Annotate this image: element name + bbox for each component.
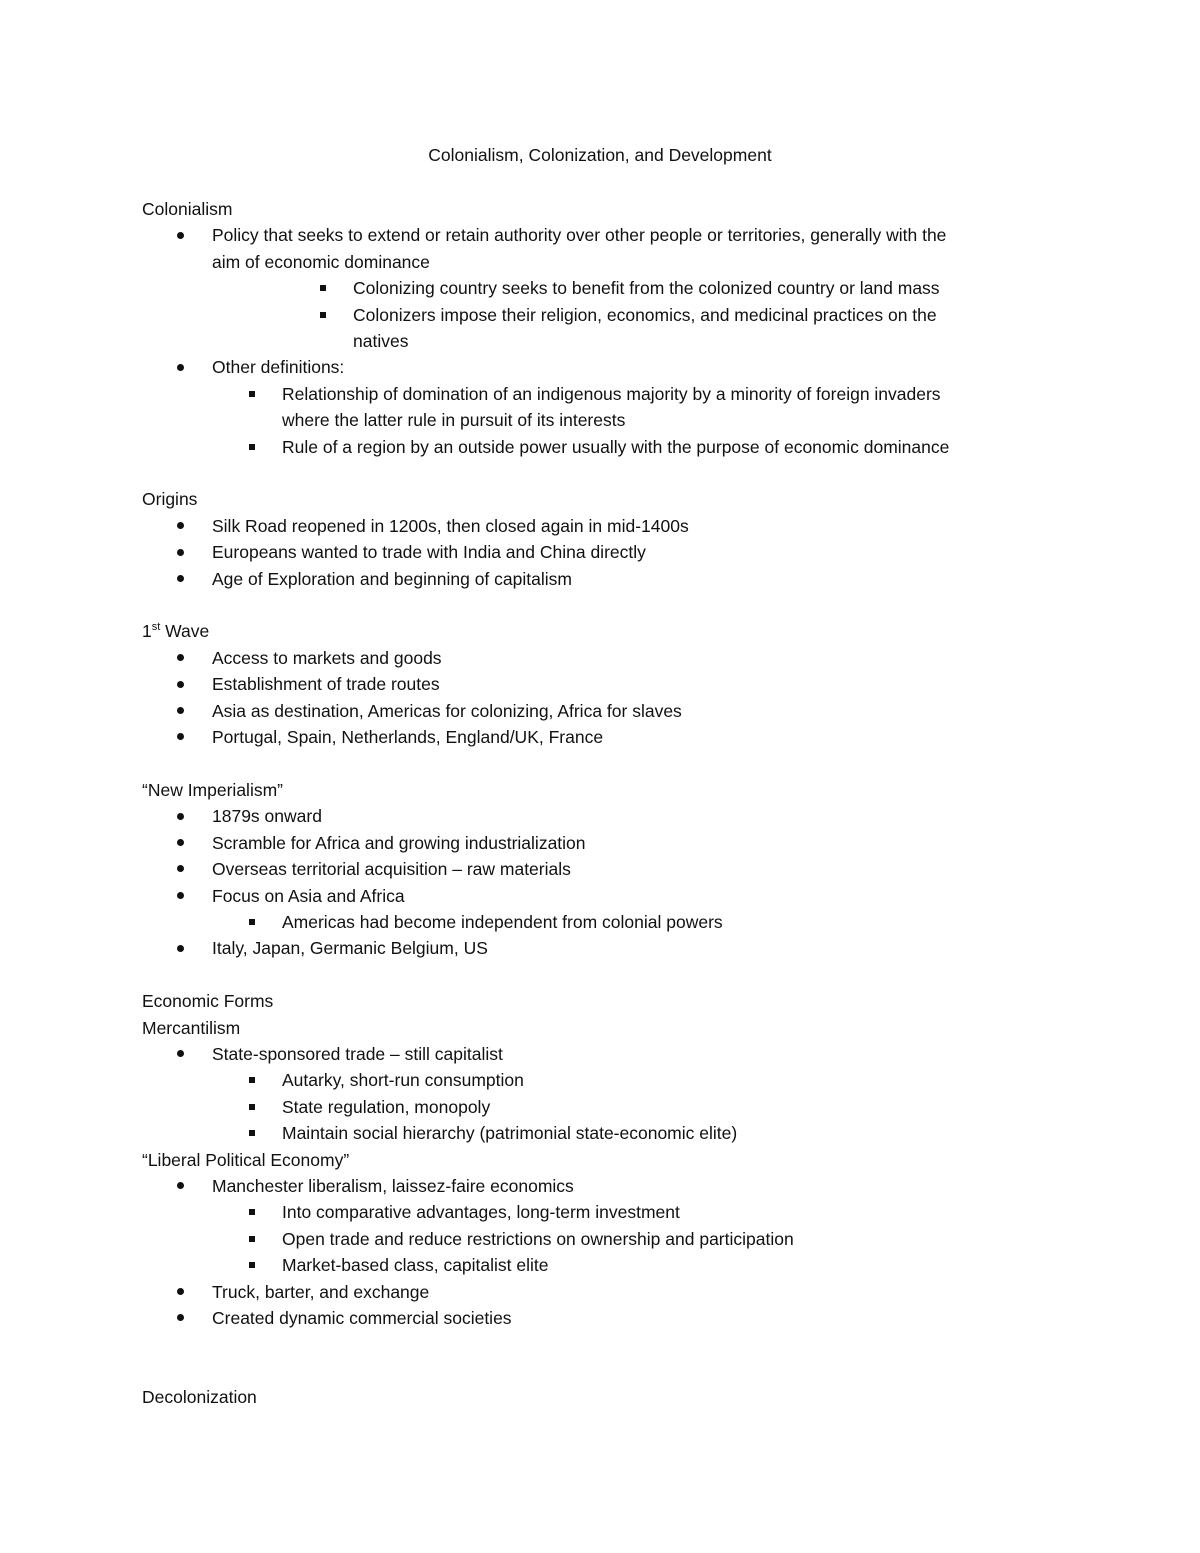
list-item-text: Silk Road reopened in 1200s, then closed again in mid-1400s <box>212 515 689 536</box>
list-item-text: Americas had become independent from colonial powers <box>282 911 723 932</box>
document-body <box>142 196 1092 1411</box>
bullet-dot-icon <box>174 671 186 697</box>
list-item-text: Focus on Asia and Africa <box>212 885 405 906</box>
list-item <box>142 698 1092 724</box>
list-item <box>142 222 1092 275</box>
bullet-dot-icon <box>174 1279 186 1305</box>
bullet-square-icon <box>246 1120 258 1146</box>
sub-list-item <box>142 909 1092 935</box>
list-item <box>142 539 1092 565</box>
list-item-text: Scramble for Africa and growing industrialization <box>212 832 586 853</box>
section-heading-first-wave: 1st Wave <box>142 621 210 642</box>
list-item-text: Autarky, short-run consumption <box>282 1070 524 1091</box>
sub-list-item <box>142 1067 1092 1093</box>
list-item-text: Portugal, Spain, Netherlands, England/UK, France <box>212 727 604 748</box>
list-item-text: Truck, barter, and exchange <box>212 1281 430 1302</box>
bullet-dot-icon <box>174 856 186 882</box>
bullet-square-icon <box>246 1226 258 1252</box>
list-item-text: Access to markets and goods <box>212 647 442 668</box>
section-heading-colonialism: Colonialism <box>142 199 233 219</box>
sub-list-item <box>142 302 1092 355</box>
bullet-dot-icon <box>174 645 186 671</box>
list-item <box>142 354 1092 380</box>
list-item <box>142 803 1092 829</box>
list-item-text: Establishment of trade routes <box>212 674 440 695</box>
bullet-square-icon <box>317 275 329 301</box>
list-item <box>142 566 1092 592</box>
list-item <box>142 856 1092 882</box>
bullet-square-icon <box>246 381 258 407</box>
bullet-square-icon <box>246 434 258 460</box>
list-item-text: Rule of a region by an outside power usually with the purpose of economic dominance <box>282 436 950 457</box>
bullet-square-icon <box>246 1252 258 1278</box>
list-item <box>142 1305 1092 1331</box>
bullet-dot-icon <box>174 513 186 539</box>
list-item-text: 1879s onward <box>212 806 322 827</box>
list-item-text: Created dynamic commercial societies <box>212 1308 512 1328</box>
bullet-dot-icon <box>174 803 186 829</box>
list-item <box>142 935 1092 961</box>
bullet-dot-icon <box>174 698 186 724</box>
list-item-text: Market-based class, capitalist elite <box>282 1255 549 1276</box>
section-heading-decolonization: Decolonization <box>142 1387 257 1408</box>
sub-list-item <box>142 1199 1092 1225</box>
list-item <box>142 671 1092 697</box>
subheading-liberal-political-economy: “Liberal Political Economy” <box>142 1149 350 1170</box>
list-item-text: Other definitions: <box>212 357 345 378</box>
bullet-dot-icon <box>174 354 186 380</box>
bullet-dot-icon <box>174 222 186 248</box>
list-item-text: Maintain social hierarchy (patrimonial state-economic elite) <box>282 1123 738 1144</box>
bullet-square-icon <box>246 1199 258 1225</box>
list-item-text: Europeans wanted to trade with India and China directly <box>212 542 646 563</box>
list-item-text-continued: where the latter rule in pursuit of its interests <box>282 410 626 431</box>
bullet-dot-icon <box>174 724 186 750</box>
bullet-square-icon <box>246 1094 258 1120</box>
bullet-dot-icon <box>174 566 186 592</box>
list-item <box>142 1041 1092 1067</box>
list-item <box>142 645 1092 671</box>
document-title: Colonialism, Colonization, and Development <box>428 145 772 165</box>
bullet-dot-icon <box>174 830 186 856</box>
section-heading-origins: Origins <box>142 489 198 510</box>
list-item <box>142 513 1092 539</box>
list-item <box>142 1173 1092 1199</box>
bullet-dot-icon <box>174 539 186 565</box>
list-item-text: Italy, Japan, Germanic Belgium, US <box>212 938 488 959</box>
bullet-square-icon <box>246 1067 258 1093</box>
bullet-dot-icon <box>174 1173 186 1199</box>
list-item-text: State-sponsored trade – still capitalist <box>212 1043 503 1064</box>
section-heading-new-imperialism: “New Imperialism” <box>142 779 283 800</box>
subheading-mercantilism: Mercantilism <box>142 1017 241 1038</box>
list-item <box>142 1279 1092 1305</box>
sub-list-item <box>142 1120 1092 1146</box>
list-item-text: Age of Exploration and beginning of capitalism <box>212 568 572 589</box>
list-item-text: Into comparative advantages, long-term investment <box>282 1202 680 1223</box>
bullet-dot-icon <box>174 1305 186 1331</box>
list-item-text: Colonizers impose their religion, economics, and medicinal practices on the <box>353 304 937 325</box>
section-heading-economic-forms: Economic Forms <box>142 991 274 1012</box>
sub-list-item <box>142 434 1092 460</box>
list-item-text: Open trade and reduce restrictions on ownership and participation <box>282 1228 794 1249</box>
bullet-square-icon <box>246 909 258 935</box>
sub-list-item <box>142 275 1092 301</box>
sub-list-item <box>142 1252 1092 1278</box>
sub-list-item <box>142 381 1092 434</box>
bullet-square-icon <box>317 302 329 328</box>
list-item-text: Colonizing country seeks to benefit from the colonized country or land mass <box>353 278 940 299</box>
list-item <box>142 830 1092 856</box>
sub-list-item <box>142 1226 1092 1252</box>
list-item <box>142 724 1092 750</box>
list-item-text: Asia as destination, Americas for colonizing, Africa for slaves <box>212 700 682 721</box>
list-item <box>142 883 1092 909</box>
list-item-text-continued: aim of economic dominance <box>212 251 430 272</box>
bullet-dot-icon <box>174 935 186 961</box>
list-item-text: Overseas territorial acquisition – raw materials <box>212 859 571 880</box>
list-item-text: State regulation, monopoly <box>282 1096 491 1117</box>
list-item-text: Relationship of domination of an indigenous majority by a minority of foreign invaders <box>282 383 941 404</box>
list-item-text-continued: natives <box>353 331 409 352</box>
bullet-dot-icon <box>174 1041 186 1067</box>
sub-list-item <box>142 1094 1092 1120</box>
list-item-text: Manchester liberalism, laissez-faire economics <box>212 1175 574 1196</box>
bullet-dot-icon <box>174 883 186 909</box>
list-item-text: Policy that seeks to extend or retain authority over other people or territories, generally with the <box>212 225 947 246</box>
